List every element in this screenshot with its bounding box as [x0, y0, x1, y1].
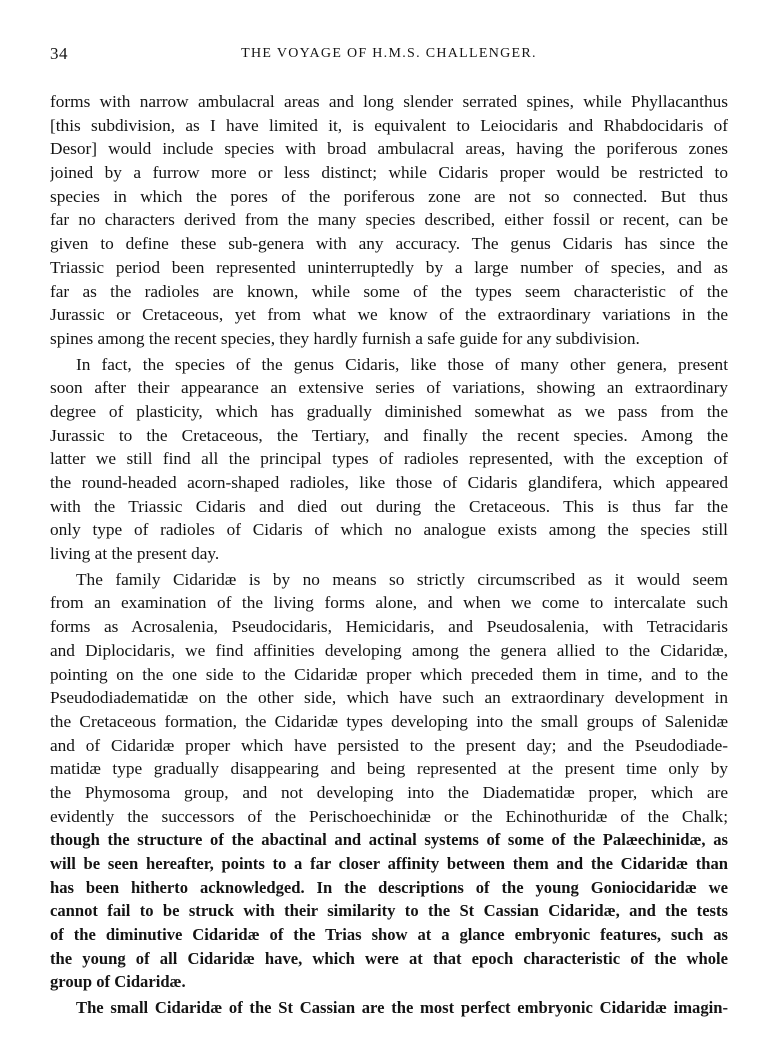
text-line: the young of all Cidaridæ have, which were at that epoch characteristic of the whole	[50, 948, 728, 968]
text-line: with the Triassic Cidaris and died out during the Cretaceous. This is thus far the	[50, 496, 728, 516]
text-line: forms as Acrosalenia, Pseudocidaris, Hemicidaris, and Pseudosalenia, with Tetracidaris	[50, 617, 728, 637]
text-line: has been hitherto acknowledged. In the descriptions of the young Goniocidaridæ we	[50, 877, 728, 897]
text-line: The small Cidaridæ of the St Cassian are the most perfect embryonic Cidaridæ imagin-	[76, 998, 728, 1018]
text-line: given to define these sub-genera with any accuracy. The genus Cidaris has since the	[50, 234, 728, 254]
text-line: Jurassic to the Cretaceous, the Tertiary, and finally the recent species. Among the	[50, 425, 728, 445]
text-line: Jurassic or Cretaceous, yet from what we know of the extraordinary variations in the	[50, 305, 728, 325]
paragraph-1	[50, 90, 728, 351]
text-line: degree of plasticity, which has gradually diminished somewhat as we pass from the	[50, 401, 728, 421]
text-line: forms with narrow ambulacral areas and long slender serrated spines, while Phyllacanthus	[50, 92, 728, 111]
text-line: species in which the pores of the poriferous zone are not so connected. But thus	[50, 186, 728, 206]
text-line: group of Cidaridæ.	[50, 972, 186, 992]
text-line: will be seen hereafter, points to a far closer affinity between them and the Cidaridæ than	[50, 854, 728, 873]
text-line: the round-headed acorn-shaped radioles, like those of Cidaris glandifera, which appeared	[50, 473, 728, 492]
text-line: far no characters derived from the many species described, either fossil or recent, can be	[50, 210, 728, 230]
text-line: Pseudodiadematidæ on the other side, which have such an extraordinary development in	[50, 688, 728, 708]
text-line: Triassic period been represented uninterruptedly by a large number of species, and as	[50, 257, 728, 277]
body-text	[50, 90, 728, 1020]
text-line: joined by a furrow more or less distinct; while Cidaris proper would be restricted to	[50, 163, 728, 183]
text-line: The family Cidaridæ is by no means so strictly circumscribed as it would seem	[76, 569, 728, 589]
text-line: pointing on the one side to the Cidaridæ proper which preceded them in time, and to the	[50, 664, 728, 684]
text-line: though the structure of the abactinal and actinal systems of some of the Palæechinidæ, as	[50, 830, 728, 850]
text-line: far as the radioles are known, while some of the types seem characteristic of the	[50, 281, 728, 301]
text-line: In fact, the species of the genus Cidaris, like those of many other genera, present	[76, 354, 728, 374]
paragraph-3	[50, 568, 728, 994]
text-line: Desor] would include species with broad ambulacral areas, having the poriferous zones	[50, 139, 728, 159]
text-line: matidæ type gradually disappearing and being represented at the present time only by	[50, 759, 728, 779]
text-line: [this subdivision, as I have limited it, is equivalent to Leiocidaris and Rhabdocidaris of	[50, 115, 728, 135]
text-line: soon after their appearance an extensive series of variations, showing an extraordinary	[50, 378, 728, 398]
text-line: from an examination of the living forms alone, and when we come to intercalate such	[50, 593, 728, 613]
text-line: living at the present day.	[50, 544, 220, 564]
page-number: 34	[50, 44, 68, 63]
running-title: THE VOYAGE OF H.M.S. CHALLENGER.	[241, 46, 537, 61]
text-line: only type of radioles of Cidaris of which no analogue exists among the species still	[50, 520, 728, 540]
text-line: the Phymosoma group, and not developing into the Diadematidæ proper, which are	[50, 782, 728, 802]
text-line: spines among the recent species, they hardly furnish a safe guide for any subdivision.	[50, 328, 640, 348]
text-line: latter we still find all the principal types of radioles represented, with the exception of	[50, 449, 728, 469]
text-line: the Cretaceous formation, the Cidaridæ types developing into the small groups of Salenidæ	[50, 711, 728, 731]
text-line: of the diminutive Cidaridæ of the Trias show at a glance embryonic features, such as	[50, 925, 728, 945]
paragraph-4	[50, 996, 728, 1020]
text-line: evidently the successors of the Perischoechinidæ or the Echinothuridæ of the Chalk;	[50, 806, 728, 826]
page-header	[50, 44, 728, 68]
text-line: cannot fail to be struck with their similarity to the St Cassian Cidaridæ, and the tests	[50, 901, 728, 921]
text-line: and of Cidaridæ proper which have persisted to the present day; and the Pseudodiade-	[50, 735, 728, 755]
paragraph-2	[50, 353, 728, 566]
text-line: and Diplocidaris, we find affinities developing among the genera allied to the Cidaridæ,	[50, 640, 728, 660]
